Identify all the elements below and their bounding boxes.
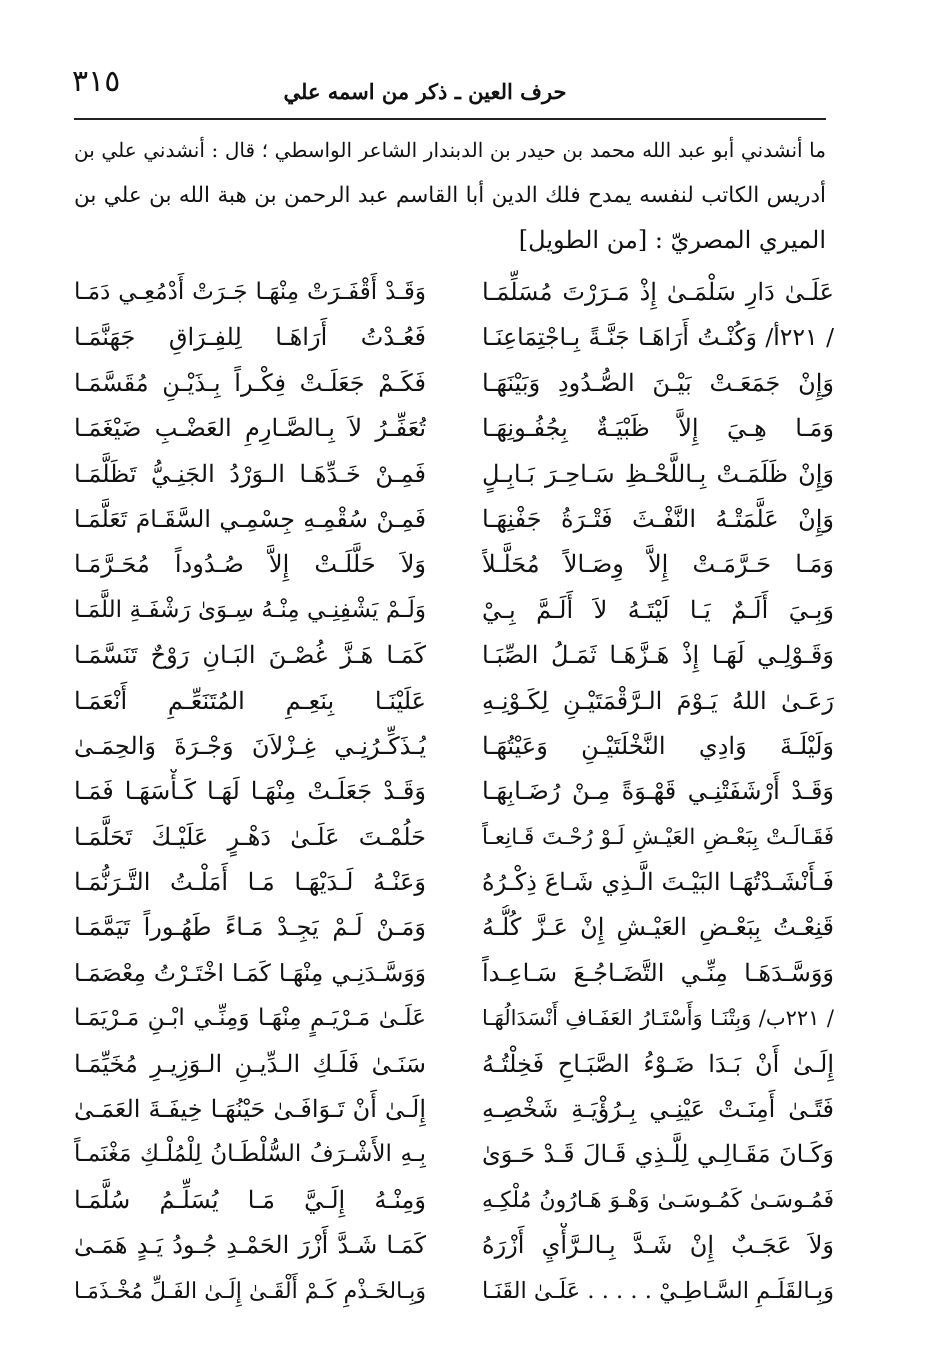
poem-couplet	[74, 951, 834, 996]
second-hemistich: بِـهِ الأَشْـرَفُ السُّلْطَـانُ لِلْمُلْـكِ مَغْنَمـاً	[74, 1141, 426, 1168]
first-hemistich: وَإِنْ عَلَّمَتْـهُ النَّفْـثَ فَتْـرَةُ جَفْنِهَـا	[482, 504, 834, 533]
second-hemistich: فَمِـنْ خَـدِّهَـا الـوَرْدُ الجَنِـيُّ تَظَلَّمَـا	[74, 459, 426, 488]
second-hemistich: كَمَـا هَـزَّ غُصْـنَ البَـانِ رَوْحٌ تَنَسَّمَـا	[74, 641, 426, 670]
poem	[74, 270, 834, 1314]
first-hemistich: وَمَـا هِـيَ إِلاَّ ظَبْيَـةٌ بِجُفُـونِهَـا	[482, 414, 834, 443]
poem-couplet	[74, 1223, 834, 1268]
second-hemistich: سَنَـىٰ فَلَـكِ الـدِّيـنِ الـوَزِيـرِ مُخَيِّمَـا	[74, 1049, 426, 1078]
poem-couplet	[74, 1132, 834, 1177]
poem-couplet	[74, 1042, 834, 1087]
poem-couplet	[74, 1178, 834, 1223]
first-hemistich: وَمَـا حَـرَّمَـتْ إِلاَّ وِصَـالاً مُحَلَّـلاً	[482, 550, 834, 579]
first-hemistich: عَلَـىٰ دَارِ سَلْمَـىٰ إِذْ مَـرَرْتَ مُسَلِّمَـا	[482, 278, 834, 306]
first-hemistich: وَلاَ عَجَـبٌ إِنْ شَـدَّ بِـالـرَّأْيِ أَزْرَهُ	[482, 1231, 834, 1260]
poem-couplet	[74, 905, 834, 950]
first-hemistich: فَمُـوسَـىٰ كَمُـوسَـىٰ وَهْـوَ هَـارُونُ مُلْكِـهِ	[482, 1187, 834, 1213]
first-hemistich: فَـأَنْشَـدْتُهَـا البَيْـتَ الَّـذِي شَـاعَ ذِكْـرُهُ	[482, 868, 834, 897]
poem-couplet	[74, 1087, 834, 1132]
poem-couplet	[74, 452, 834, 497]
first-hemistich: وَبِـالقَلَـمِ السَّـاطِـيْ . . . . . عَلَـىٰ القَنَـا	[482, 1277, 834, 1304]
poem-couplet	[74, 724, 834, 769]
second-hemistich: وَبِـالخَـذْمِ كَـمْ أَلْقَـىٰ إِلَـىٰ الفَـلِّ مُخْـذَمَـا	[74, 1278, 426, 1304]
second-hemistich: كَمَـا شَـدَّ أَزْرَ الحَمْـدِ جُـودُ يَـدٍ هَمَـىٰ	[74, 1231, 426, 1260]
second-hemistich: وَمَـنْ لَـمْ يَجِـدْ مَـاءً طَهُـوراً تَيَمَّمَـا	[74, 913, 426, 942]
poem-couplet	[74, 361, 834, 406]
first-hemistich: وَكَـانَ مَقَـالِـي لِلَّـذِي قَـالَ قَـدْ حَـوَىٰ	[482, 1140, 834, 1169]
poem-couplet	[74, 996, 834, 1041]
poem-couplet	[74, 406, 834, 451]
second-hemistich: يُـذَكِّـرُنِـي غِـزْلاَنَ وَجْـرَةَ وَالحِمَـىٰ	[74, 731, 426, 760]
second-hemistich: عَلَيْنَـا بِنَعِـمِ المُتَنَعِّـمِ أَنْعَمَـا	[74, 686, 426, 715]
poem-couplet	[74, 542, 834, 587]
first-hemistich: وَإِنْ جَمَعَـتْ بَيْـنَ الصُّـدُودِ وَبَيْنَهَـا	[482, 368, 834, 397]
second-hemistich: وَقَـدْ جَعَلَـتْ مِنْهَـا لَهَـا كَـأْسَهَـا فَمَـا	[74, 777, 426, 806]
intro-line: الميري المصريّ : [من الطويل]	[518, 226, 826, 254]
first-hemistich: فَقَـالَـتْ بِبَعْـضِ العَيْـشِ لَـوْ رُحْـتَ قَـانِعـاً	[482, 824, 834, 850]
first-hemistich: وَوَسَّـدَهَـا مِنِّـي التَّضَـاجُـعَ سَـاعِـداً	[482, 958, 834, 987]
poem-couplet	[74, 270, 834, 315]
poem-couplet	[74, 860, 834, 905]
page-number: ٣١٥	[72, 64, 121, 99]
first-hemistich: وَقَـوْلِـي لَهَـا إِذْ هَـزَّهَـا ثَمَـلُ الصِّبَـا	[482, 641, 834, 670]
second-hemistich: وَلاَ حَلَّلَـتْ إِلاَّ صُـدُوداً مُحَـرَّمَـا	[74, 550, 426, 579]
first-hemistich: وَإِنْ ظَلَمَـتْ بِـاللَّحْـظِ سَـاحِـرَ بَـابِـلٍ	[482, 459, 834, 488]
poem-couplet	[74, 815, 834, 860]
poem-couplet	[74, 497, 834, 542]
intro-line: أدريس الكاتب لنفسه يمدح فلك الدين أبا القاسم عبد الرحمن بن هبة الله بن علي بن	[74, 183, 826, 208]
poem-couplet	[74, 588, 834, 633]
first-hemistich: إِلَـىٰ أَنْ بَـدَا ضَـوْءُ الصَّبَـاحِ فَخِلْتُـهُ	[482, 1049, 834, 1078]
first-hemistich: فَتًـىٰ أَمِنَـتْ عَيْنِـي بِـرُؤْيَـةِ شَخْصِـهِ	[482, 1095, 834, 1124]
poem-couplet	[74, 633, 834, 678]
poem-couplet	[74, 769, 834, 814]
second-hemistich: تُعَفِّـرُ لاَ بِـالصَّـارِمِ العَضْـبِ ضَيْغَمَـا	[74, 414, 426, 443]
first-hemistich: رَعَـىٰ اللهُ يَـوْمَ الـرَّقْمَتَيْـنِ لِكَـوْنِـهِ	[482, 686, 834, 715]
second-hemistich: فَعُـدْتُ أَرَاهَـا لِلفِـرَاقِ جَهَنَّمَـا	[74, 323, 426, 352]
second-hemistich: وَقَـدْ أَقْفَـرَتْ مِنْهَـا جَـرَتْ أَدْمُعِـي دَمَـا	[74, 279, 426, 305]
first-hemistich: وَبِـيَ أَلَـمٌ يَـا لَيْتَـهُ لاَ أَلَـمَّ بِـيْ	[482, 595, 834, 624]
second-hemistich: فَكَـمْ جَعَلَـتْ فِكْـراً بِـذَيْـنِ مُقَسَّمَـا	[74, 368, 426, 397]
intro-paragraph	[74, 128, 826, 263]
running-head: حرف العين ـ ذكر من اسمه علي	[283, 79, 567, 104]
intro-line: ما أنشدني أبو عبد الله محمد بن حيدر بن الدبندار الشاعر الواسطي ؛ قال : أنشدني علي بن	[74, 138, 826, 162]
second-hemistich: وَعَنْـهُ لَـدَيْهَـا مَـا أَمَلْـتُ التَّـرَنُّمَـا	[74, 868, 426, 897]
second-hemistich: وَوَسَّـدَنِـي مِنْهَـا كَمَـا اخْتَـرْتُ مِعْصَمَـا	[74, 958, 426, 987]
poem-couplet	[74, 679, 834, 724]
poem-couplet	[74, 315, 834, 360]
second-hemistich: وَلَـمْ يَشْفِنِـي مِنْـهُ سِـوَىٰ رَشْفَـةِ اللَّمَـا	[74, 596, 426, 623]
poem-couplet	[74, 1269, 834, 1314]
second-hemistich: عَلَـىٰ مَـرْيَـمٍ مِنْهَـا وَمِنِّـي ابْـنِ مَـرْيَمَـا	[74, 1005, 426, 1032]
first-hemistich: وَلَيْلَـةَ وَادِي النَّخْلَتَيْـنِ وَعَيْتُهَـا	[482, 731, 834, 760]
header-rule	[74, 118, 826, 120]
first-hemistich: قَنِعْـتُ بِبَعْـضِ العَيْـشِ إِنْ عَـزَّ كُلُّـهُ	[482, 913, 834, 942]
first-hemistich: / ٢٢١أ/ وَكُنْـتُ أَرَاهَـا جَنَّـةً بِـاجْتِمَاعِنَـا	[482, 323, 834, 352]
second-hemistich: إِلَـىٰ أَنْ تَـوَافَـىٰ حَيْنُهَـا خِيفَـةَ العَمَـىٰ	[74, 1095, 426, 1124]
first-hemistich: وَقَـدْ أَرْشَفَتْنِـي قَهْـوَةً مِـنْ رُضَـابِهَـا	[482, 777, 834, 806]
second-hemistich: فَمِـنْ سُقْمِـهِ جِسْمِـي السَّقَـامَ تَعَلَّمَـا	[74, 504, 426, 533]
second-hemistich: حَلُمْـتَ عَلَـىٰ دَهْـرٍ عَلَيْـكَ تَحَلَّمَـا	[74, 822, 426, 851]
second-hemistich: وَمِنْـهُ إِلَـيَّ مَـا يُسَلِّـمُ سُلَّمَـا	[74, 1185, 426, 1214]
first-hemistich: / ٢٢١ب/ وَبِتْنَـا وَأَسْتَـارُ العَفَـافِ أَنْسَدَالُهَـا	[482, 1006, 834, 1031]
